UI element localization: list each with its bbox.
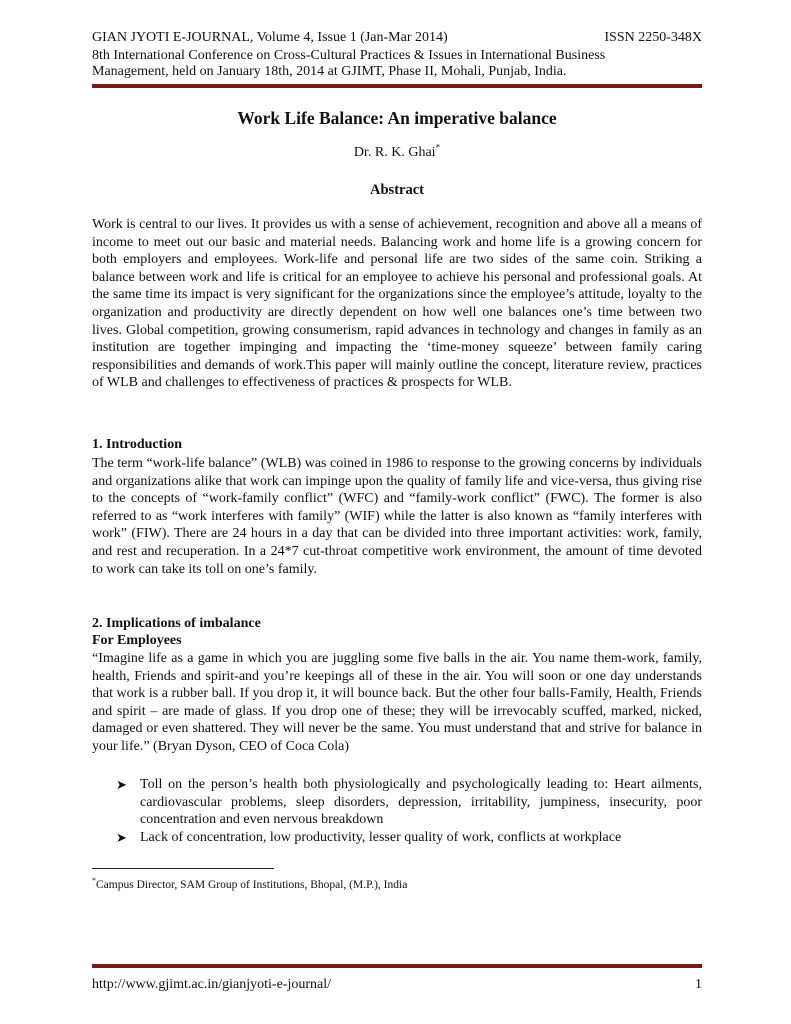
imbalance-quote-text: “Imagine life as a game in which you are juggling some five balls in the air. You name them-work, family, health, Friends and spirit-and you’re keepings all of these in the air. You will soon or one day understands that work is a rubber ball. If you drop it, it will bounce back. But the other four balls-Family, Health, Friends and spirit – are made of glass. If you drop one of these; they will be irrevocably scuffed, marked, nicked, damaged or even shattered. They will never be the same. You must understand that and strive for balance in your life.” (Bryan Dyson, CEO of Coca Cola) <box>92 651 702 754</box>
arrowhead-bullet-icon: ➤ <box>116 829 127 845</box>
journal-url-link[interactable]: http://www.gjimt.ac.in/gianjyoti-e-journal/ <box>92 977 331 992</box>
author-name: Dr. R. K. Ghai <box>353 145 436 160</box>
running-header <box>92 30 702 46</box>
list-item <box>116 776 702 829</box>
abstract-heading: Abstract <box>370 182 424 198</box>
running-footer <box>92 977 702 993</box>
author-footnote-mark: * <box>435 142 441 153</box>
list-item <box>116 829 702 847</box>
author-line <box>92 142 702 161</box>
page-number: 1 <box>695 977 702 992</box>
paper-title: Work Life Balance: An imperative balance <box>237 108 557 128</box>
abstract-text: Work is central to our lives. It provides us with a sense of achievement, recognition and above all a means of income to meet out our basic and material needs. Balancing work and home life is a growing concern for both employers and employees. Work-life and personal life are two sides of the same coin. Striking a balance between work and life is critical for an employee to achieve his personal and professional goals. At the same time its impact is very significant for the organizations since the employee’s attitude, loyalty to the organization and productivity are directly dependent on how well one balances one’s time between two lives. Global competition, growing consumerism, rapid advances in technology and changes in family as an institution are together impinging and impacting the ‘time-money squeeze’ between family caring responsibilities and demands of work.This paper will mainly outline the concept, literature review, practices of WLB and challenges to effectiveness of practices & prospects for WLB. <box>92 217 702 391</box>
bullet-text: Toll on the person’s health both physiologically and psychologically leading to: Heart ailments, cardiovascular problems, sleep disorders, depression, irritability, jumpiness, insecurity, poor concentration and even nervous breakdown <box>140 777 702 828</box>
conference-line-2: Management, held on January 18th, 2014 at GJIMT, Phase II, Mohali, Punjab, India. <box>92 64 567 79</box>
issn: ISSN 2250-348X <box>604 30 702 45</box>
section-heading-introduction: 1. Introduction <box>92 437 182 452</box>
footnote-text: Campus Director, SAM Group of Institutions, Bhopal, (M.P.), India <box>96 879 408 891</box>
subheading-for-employees: For Employees <box>92 633 182 648</box>
footnote-rule <box>92 868 274 869</box>
header-rule <box>92 84 702 88</box>
introduction-text: The term “work-life balance” (WLB) was coined in 1986 to response to the growing concerns by individuals and organizations alike that work can impinge upon the quality of family life and vice-versa, thus giving rise to the concepts of “work-family conflict” (WFC) and “family-work conflict” (FWC). The former is also referred to as “work interferes with family” (WIF) while the latter is also known as “family interferes with work” (FIW). There are 24 hours in a day that can be divided into three important activities: work, family, and rest and recuperation. In a 24*7 cut-throat competitive work environment, the amount of time devoted to work can take its toll on one’s family. <box>92 456 702 577</box>
section-heading-imbalance: 2. Implications of imbalance <box>92 616 261 631</box>
footer-rule <box>92 964 702 968</box>
footnote-mark: * <box>92 876 96 886</box>
footnote <box>92 876 702 891</box>
bullet-list <box>116 776 702 846</box>
bullet-text: Lack of concentration, low productivity, lesser quality of work, conflicts at workplace <box>140 829 622 845</box>
journal-name: GIAN JYOTI E-JOURNAL, Volume 4, Issue 1 (Jan-Mar 2014) <box>92 30 448 45</box>
arrowhead-bullet-icon: ➤ <box>116 777 127 792</box>
conference-line-1: 8th International Conference on Cross-Cultural Practices & Issues in International Business <box>92 48 606 63</box>
